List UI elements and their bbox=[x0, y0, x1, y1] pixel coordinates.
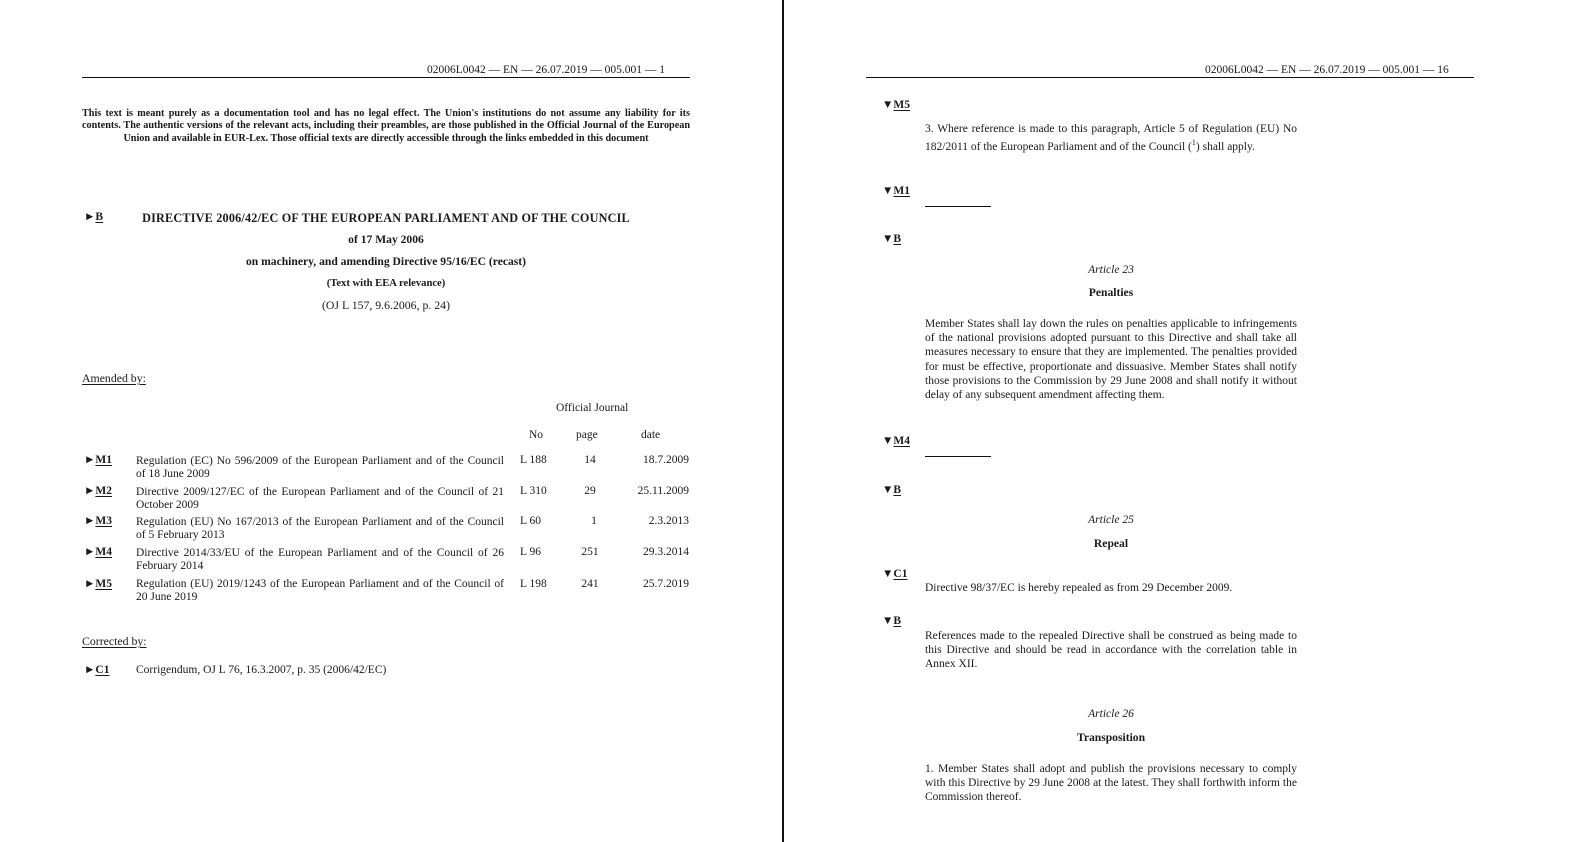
deleted-text-rule bbox=[925, 456, 991, 457]
amended-by-label: Amended by: bbox=[82, 371, 146, 385]
amendment-date: 29.3.2014 bbox=[643, 546, 689, 558]
amendment-page: 251 bbox=[581, 546, 599, 558]
eea-relevance: (Text with EEA relevance) bbox=[326, 278, 446, 289]
amendment-no: L 310 bbox=[520, 485, 547, 497]
oj-reference: (OJ L 157, 9.6.2006, p. 24) bbox=[321, 298, 450, 312]
marker-m5[interactable]: ▼M5 bbox=[882, 99, 910, 111]
amendment-page: 29 bbox=[584, 485, 596, 497]
marker-b[interactable]: ▼B bbox=[882, 233, 902, 245]
amendment-no: L 96 bbox=[520, 546, 541, 558]
amendment-desc: Regulation (EC) No 596/2009 of the European Parliament and of the Council of 18 June 2009 bbox=[136, 455, 504, 480]
marker-m4[interactable]: ▼M4 bbox=[882, 435, 910, 447]
amendment-no: L 60 bbox=[520, 515, 541, 527]
amendment-page: 14 bbox=[584, 454, 596, 466]
transposition-text: 1. Member States shall adopt and publish the provisions necessary to comply with this Directive by 29 June 2008 at the latest. They shall forthwith inform the Commission thereof. bbox=[925, 763, 1297, 804]
directive-date: of 17 May 2006 bbox=[348, 233, 424, 246]
article-23-title: Penalties bbox=[1088, 286, 1134, 299]
article-25-number: Article 25 bbox=[1088, 514, 1134, 526]
article-26-number: Article 26 bbox=[1088, 708, 1134, 720]
corrected-by-label: Corrected by: bbox=[82, 634, 147, 648]
page-header: 02006L0042 — EN — 26.07.2019 — 005.001 — 16 bbox=[1205, 64, 1449, 76]
marker-b[interactable]: ▼B bbox=[882, 484, 902, 496]
amendment-date: 25.7.2019 bbox=[643, 578, 689, 590]
amendment-date: 25.11.2009 bbox=[637, 485, 689, 497]
page-header: 02006L0042 — EN — 26.07.2019 — 005.001 — 1 bbox=[427, 64, 665, 76]
footnote-ref[interactable]: 1 bbox=[1191, 138, 1196, 148]
amendment-desc: Regulation (EU) No 167/2013 of the European Parliament and of the Council of 5 February 2013 bbox=[136, 516, 504, 541]
amendment-marker[interactable]: ►M3 bbox=[84, 515, 112, 527]
header-rule bbox=[866, 77, 1474, 78]
amendment-page: 241 bbox=[581, 578, 599, 590]
page-divider bbox=[782, 0, 784, 842]
amendment-desc: Directive 2009/127/EC of the European Parliament and of the Council of 21 October 2009 bbox=[136, 486, 504, 511]
marker-c1[interactable]: ▼C1 bbox=[882, 568, 908, 580]
official-journal-label: Official Journal bbox=[556, 402, 629, 414]
deleted-text-rule bbox=[925, 206, 991, 207]
corrigendum-marker[interactable]: ►C1 bbox=[84, 664, 110, 676]
amendment-marker[interactable]: ►M5 bbox=[84, 578, 112, 590]
paragraph-3: 3. Where reference is made to this paragraph, Article 5 of Regulation (EU) No 182/2011 of the European Parliament and of the Council ($^1$) shall apply. bbox=[925, 123, 1297, 154]
marker-m1[interactable]: ▼M1 bbox=[882, 185, 910, 197]
amendment-no: L 188 bbox=[520, 454, 547, 466]
amendment-desc: Directive 2014/33/EU of the European Parliament and of the Council of 26 February 2014 bbox=[136, 547, 504, 572]
amendment-date: 18.7.2009 bbox=[643, 454, 689, 466]
marker-b-link[interactable]: B bbox=[95, 211, 104, 223]
disclaimer: This text is meant purely as a documentation tool and has no legal effect. The Union's institutions do not assume any liability for its contents. The authentic versions of the relevant acts, including their preambles, are those published in the Official Journal of the European Union and available in EUR-Lex. Those official texts are directly accessible through the links embedded in this document bbox=[82, 108, 690, 144]
amendment-page: 1 bbox=[591, 515, 597, 527]
amendment-desc: Regulation (EU) 2019/1243 of the European Parliament and of the Council of 20 June 2019 bbox=[136, 578, 504, 603]
corrigendum-text: Corrigendum, OJ L 76, 16.3.2007, p. 35 (2006/42/EC) bbox=[136, 664, 387, 676]
article-26-title: Transposition bbox=[1076, 731, 1146, 744]
directive-subject: on machinery, and amending Directive 95/16/EC (recast) bbox=[245, 255, 527, 268]
amendment-date: 2.3.2013 bbox=[648, 515, 689, 527]
amendment-no: L 198 bbox=[520, 578, 547, 590]
col-no: No bbox=[529, 429, 544, 441]
directive-title: DIRECTIVE 2006/42/EC OF THE EUROPEAN PARLIAMENT AND OF THE COUNCIL bbox=[142, 211, 630, 225]
repeal-text: Directive 98/37/EC is hereby repealed as from 29 December 2009. bbox=[925, 582, 1233, 594]
header-rule bbox=[82, 77, 690, 78]
references-text: References made to the repealed Directive shall be construed as being made to this Directive and should be read in accordance with the correlation table in Annex XII. bbox=[925, 630, 1297, 671]
article-25-title: Repeal bbox=[1093, 537, 1129, 550]
article-23-text: Member States shall lay down the rules on penalties applicable to infringements of the national provisions adopted pursuant to this Directive and shall take all measures necessary to ensure that they are implemented. The penalties provided for must be effective, proportionate and dissuasive. Member States shall notify those provisions to the Commission by 29 June 2008 and shall notify it without delay of any subsequent amendment affecting them. bbox=[925, 318, 1297, 402]
article-23-number: Article 23 bbox=[1088, 264, 1134, 276]
amendment-marker[interactable]: ►M4 bbox=[84, 546, 112, 558]
amendment-marker[interactable]: ►M1 bbox=[84, 454, 112, 466]
col-date: date bbox=[641, 429, 661, 441]
col-page: page bbox=[576, 429, 598, 441]
amendment-marker[interactable]: ►M2 bbox=[84, 485, 112, 497]
marker-b[interactable]: ▼B bbox=[882, 615, 902, 627]
marker-b[interactable]: ►B bbox=[84, 211, 104, 223]
